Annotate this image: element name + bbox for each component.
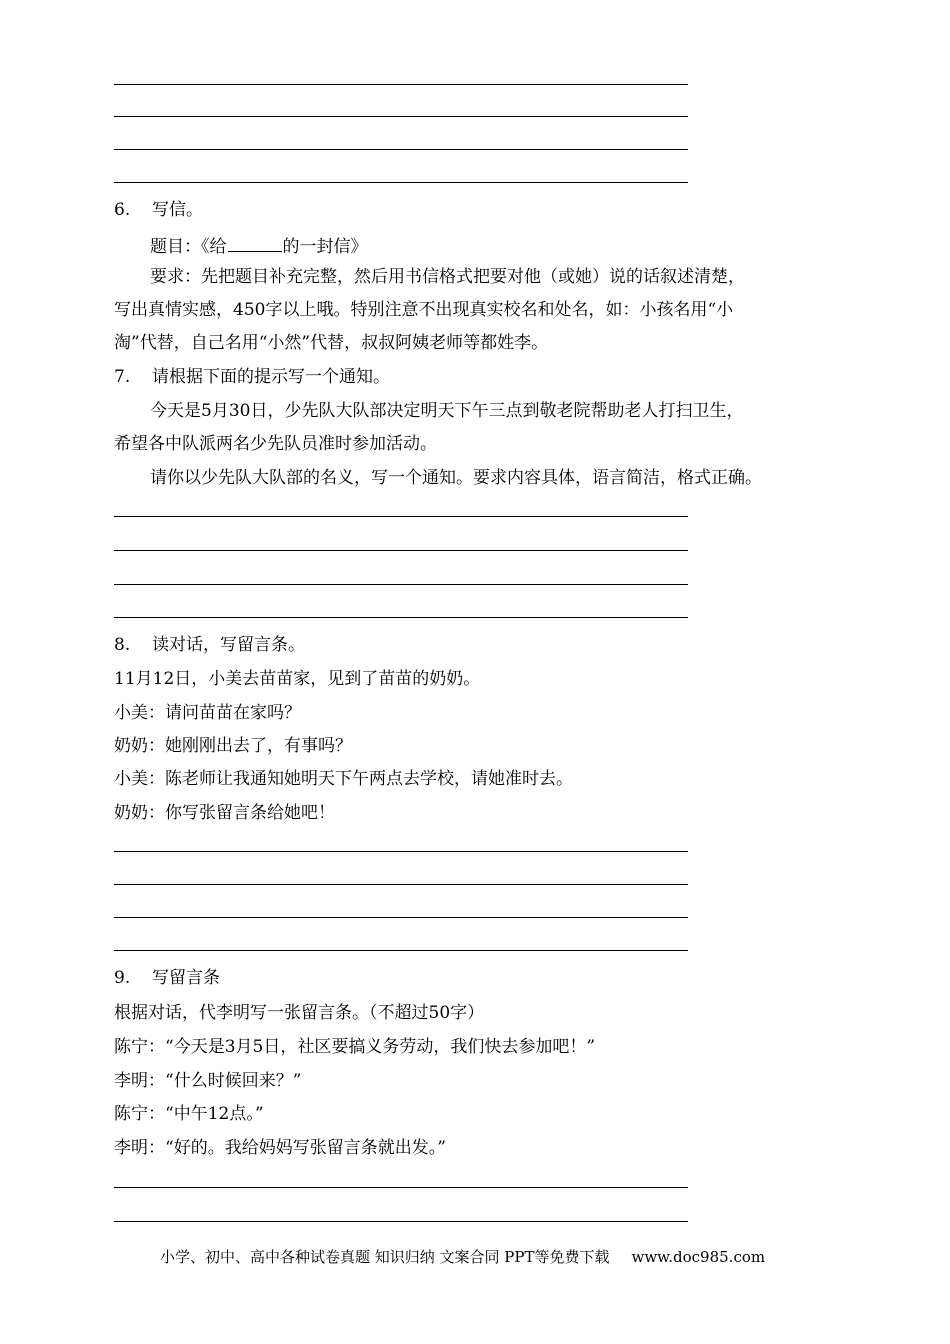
answer-line: [114, 584, 688, 585]
q6-requirement-line: 淘”代替，自己名用“小然”代替，叔叔阿姨老师等都姓李。: [114, 333, 549, 353]
q6-title: 写信。: [152, 200, 203, 220]
q8-text-line: 奶奶：她刚刚出去了，有事吗？: [114, 736, 352, 756]
answer-line: [114, 182, 688, 183]
answer-line: [114, 516, 688, 517]
answer-line: [114, 1221, 688, 1222]
q7-heading: [114, 366, 390, 388]
q8-text-line: 11月12日，小美去苗苗家，见到了苗苗的奶奶。: [114, 669, 481, 689]
answer-line: [114, 884, 688, 885]
q8-title: 读对话，写留言条。: [152, 635, 305, 655]
q8-number: 8.: [114, 635, 131, 655]
q9-text-line: 陈宁：“中午12点。”: [114, 1104, 264, 1124]
answer-line: [114, 950, 688, 951]
q9-heading: [114, 967, 220, 989]
page-footer: [160, 1246, 765, 1267]
q9-text-line: 李明：“什么时候回来？”: [114, 1071, 302, 1091]
q9-title: 写留言条: [152, 968, 220, 988]
answer-line: [114, 851, 688, 852]
answer-line: [114, 917, 688, 918]
q6-requirement-line: 写出真情实感，450字以上哦。特别注意不出现真实校名和处名，如：小孩名用“小: [114, 300, 734, 320]
q8-text-line: 小美：请问苗苗在家吗？: [114, 703, 301, 723]
answer-line: [114, 116, 688, 117]
q6-heading: [114, 199, 203, 221]
footer-url[interactable]: www.doc985.com: [631, 1248, 766, 1266]
q8-text-line: 奶奶：你写张留言条给她吧！: [114, 803, 335, 823]
q7-paragraph-line: 今天是5月30日，少先队大队部决定明天下午三点到敬老院帮助老人打扫卫生，: [150, 401, 744, 421]
q7-title: 请根据下面的提示写一个通知。: [152, 367, 390, 387]
q9-text-line: 根据对话，代李明写一张留言条。（不超过50字）: [114, 1003, 485, 1023]
q7-number: 7.: [114, 367, 131, 387]
q7-paragraph-line: 请你以少先队大队部的名义，写一个通知。要求内容具体，语言简洁，格式正确。: [150, 468, 762, 488]
q7-paragraph-line: 希望各中队派两名少先队员准时参加活动。: [114, 434, 437, 454]
fill-blank[interactable]: [228, 235, 282, 252]
answer-line: [114, 550, 688, 551]
q9-number: 9.: [114, 968, 131, 988]
q6-number: 6.: [114, 200, 131, 220]
q8-heading: [114, 634, 305, 656]
q6-requirement-line: 要求：先把题目补充完整，然后用书信格式把要对他（或她）说的话叙述清楚，: [150, 267, 745, 287]
answer-line: [114, 149, 688, 150]
q9-text-line: 陈宁：“今天是3月5日，社区要搞义务劳动，我们快去参加吧！”: [114, 1037, 596, 1057]
answer-line: [114, 1187, 688, 1188]
q6-topic: [150, 235, 368, 258]
q6-topic-suffix: 的一封信》: [282, 237, 368, 257]
q9-text-line: 李明：“好的。我给妈妈写张留言条就出发。”: [114, 1138, 446, 1158]
answer-line: [114, 84, 688, 85]
footer-text: 小学、初中、高中各种试卷真题 知识归纳 文案合同 PPT等免费下载: [160, 1248, 610, 1266]
answer-line: [114, 617, 688, 618]
q8-text-line: 小美：陈老师让我通知她明天下午两点去学校，请她准时去。: [114, 769, 573, 789]
q6-topic-prefix: 题目：《给: [150, 237, 227, 257]
